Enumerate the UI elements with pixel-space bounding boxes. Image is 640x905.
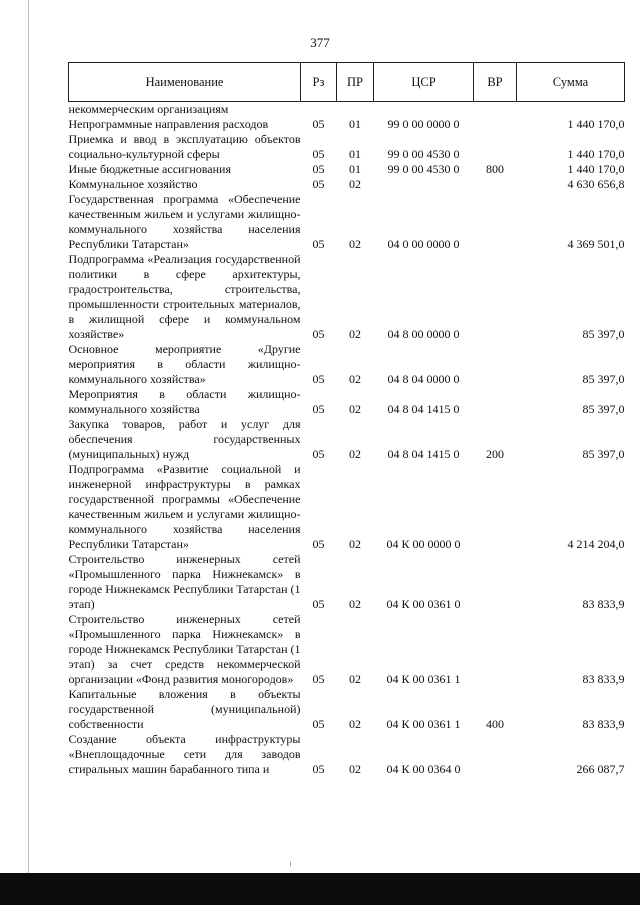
table-row — [69, 552, 625, 612]
row-rz: 05 — [312, 597, 325, 611]
row-vr — [474, 117, 517, 132]
scan-bottom-bar — [0, 873, 640, 905]
row-name: Строительство инженерных сетей «Промышленного парка Нижнекамск» в городе Нижнекамск Республики Татарстан (1 этап) — [68, 552, 301, 611]
row-name: Приемка и ввод в эксплуатацию объектов социально-культурной сферы — [68, 132, 301, 161]
row-rz: 05 — [312, 327, 325, 341]
header-vr: ВР — [474, 63, 517, 102]
row-vr — [474, 252, 517, 342]
row-pr: 02 — [349, 672, 361, 686]
table-row — [69, 387, 625, 417]
row-vr: 800 — [486, 162, 504, 176]
budget-table — [68, 62, 625, 777]
scan-edge-line — [28, 0, 29, 873]
row-sum: 85 397,0 — [582, 447, 625, 461]
row-vr — [474, 192, 517, 252]
row-rz: 05 — [312, 177, 325, 191]
row-pr: 01 — [349, 162, 361, 176]
header-rz: Рз — [301, 63, 337, 102]
table-row — [69, 462, 625, 552]
table-row — [69, 162, 625, 177]
row-sum — [517, 102, 625, 118]
row-vr — [474, 462, 517, 552]
row-sum: 83 833,9 — [582, 672, 625, 686]
row-vr: 400 — [486, 717, 504, 731]
row-pr: 02 — [349, 372, 361, 386]
row-pr — [337, 102, 374, 118]
row-vr: 200 — [486, 447, 504, 461]
table-row — [69, 177, 625, 192]
table-row — [69, 687, 625, 732]
row-vr — [474, 132, 517, 162]
row-pr: 01 — [349, 147, 361, 161]
row-name: Строительство инженерных сетей «Промышленного парка Нижнекамск» в городе Нижнекамск Республики Татарстан (1 этап) за счет средств некоммерческой организации «Фонд развития моногородов» — [68, 612, 301, 686]
row-csr: 04 К 00 0361 0 — [386, 597, 461, 611]
row-rz: 05 — [312, 147, 325, 161]
row-rz: 05 — [312, 372, 325, 386]
row-sum: 85 397,0 — [582, 327, 625, 341]
table-row — [69, 117, 625, 132]
row-sum: 1 440 170,0 — [567, 117, 625, 131]
row-csr: 04 8 00 0000 0 — [387, 327, 460, 341]
row-vr — [474, 342, 517, 387]
header-csr: ЦСР — [374, 63, 474, 102]
row-name: Капитальные вложения в объекты государственной (муниципальной) собственности — [68, 687, 301, 731]
table-header-row — [69, 63, 625, 102]
row-pr: 01 — [349, 117, 361, 131]
table-row — [69, 192, 625, 252]
row-sum: 4 630 656,8 — [567, 177, 625, 191]
row-csr: 04 К 00 0361 1 — [386, 717, 461, 731]
row-vr — [474, 387, 517, 417]
header-sum: Сумма — [517, 63, 625, 102]
row-sum: 4 369 501,0 — [567, 237, 625, 251]
row-rz — [301, 102, 337, 118]
row-pr: 02 — [349, 447, 361, 461]
row-sum: 266 087,7 — [576, 762, 625, 776]
row-sum: 85 397,0 — [582, 402, 625, 416]
row-rz: 05 — [312, 762, 325, 776]
row-vr — [474, 177, 517, 192]
page-number: 377 — [310, 35, 330, 50]
row-sum: 85 397,0 — [582, 372, 625, 386]
row-csr: 04 8 04 1415 0 — [387, 402, 460, 416]
row-csr: 99 0 00 4530 0 — [387, 162, 460, 176]
row-rz: 05 — [312, 537, 325, 551]
row-sum: 83 833,9 — [582, 597, 625, 611]
row-vr — [474, 612, 517, 687]
row-name: Основное мероприятие «Другие мероприятия в области жилищно-коммунального хозяйства» — [68, 342, 301, 386]
row-pr: 02 — [349, 597, 361, 611]
scan-mark — [290, 862, 291, 866]
row-name: некоммерческим организациям — [68, 102, 229, 116]
row-name: Закупка товаров, работ и услуг для обеспечения государственных (муниципальных) нужд — [68, 417, 301, 461]
table-row — [69, 732, 625, 777]
row-name: Мероприятия в области жилищно-коммунального хозяйства — [68, 387, 301, 416]
row-vr — [474, 552, 517, 612]
row-pr: 02 — [349, 237, 361, 251]
row-vr — [474, 102, 517, 118]
row-csr — [374, 102, 474, 118]
row-pr: 02 — [349, 402, 361, 416]
row-vr — [474, 732, 517, 777]
row-name: Подпрограмма «Реализация государственной политики в сфере архитектуры, градостроительства, строительства, промышленности строительных материалов, в жилищной сфере и коммунальном хозяйстве» — [68, 252, 301, 341]
row-csr — [374, 177, 474, 192]
row-pr: 02 — [349, 762, 361, 776]
row-name: Создание объекта инфраструктуры «Внеплощадочные сети для заводов стиральных машин барабанного типа и — [68, 732, 301, 776]
table-row — [69, 132, 625, 162]
row-rz: 05 — [312, 402, 325, 416]
table-row — [69, 612, 625, 687]
row-csr: 99 0 00 4530 0 — [387, 147, 460, 161]
table-row — [69, 417, 625, 462]
row-csr: 04 К 00 0361 1 — [386, 672, 461, 686]
row-pr: 02 — [349, 177, 361, 191]
row-sum: 1 440 170,0 — [567, 147, 625, 161]
row-sum: 4 214 204,0 — [567, 537, 625, 551]
row-rz: 05 — [312, 117, 325, 131]
header-pr: ПР — [337, 63, 374, 102]
row-rz: 05 — [312, 447, 325, 461]
row-rz: 05 — [312, 162, 325, 176]
table-row — [69, 252, 625, 342]
row-pr: 02 — [349, 717, 361, 731]
table-row — [69, 342, 625, 387]
row-name: Государственная программа «Обеспечение качественным жильем и услугами жилищно-коммунального хозяйства населения Республики Татарстан» — [68, 192, 301, 251]
row-csr: 99 0 00 0000 0 — [387, 117, 460, 131]
row-rz: 05 — [312, 672, 325, 686]
row-rz: 05 — [312, 717, 325, 731]
row-csr: 04 0 00 0000 0 — [387, 237, 460, 251]
header-name: Наименование — [69, 63, 301, 102]
row-csr: 04 К 00 0000 0 — [386, 537, 461, 551]
row-name: Иные бюджетные ассигнования — [68, 162, 231, 176]
row-name: Непрограммные направления расходов — [68, 117, 269, 131]
row-sum: 1 440 170,0 — [567, 162, 625, 176]
row-name: Коммунальное хозяйство — [68, 177, 198, 191]
row-csr: 04 8 04 0000 0 — [387, 372, 460, 386]
row-name: Подпрограмма «Развитие социальной и инженерной инфраструктуры в рамках государственной программы «Обеспечение качественным жильем и услугами жилищно-коммунального хозяйства населения Республики Татарстан» — [68, 462, 301, 551]
row-pr: 02 — [349, 537, 361, 551]
row-csr: 04 8 04 1415 0 — [387, 447, 460, 461]
row-pr: 02 — [349, 327, 361, 341]
row-sum: 83 833,9 — [582, 717, 625, 731]
table-row — [69, 102, 625, 118]
row-rz: 05 — [312, 237, 325, 251]
row-csr: 04 К 00 0364 0 — [386, 762, 461, 776]
